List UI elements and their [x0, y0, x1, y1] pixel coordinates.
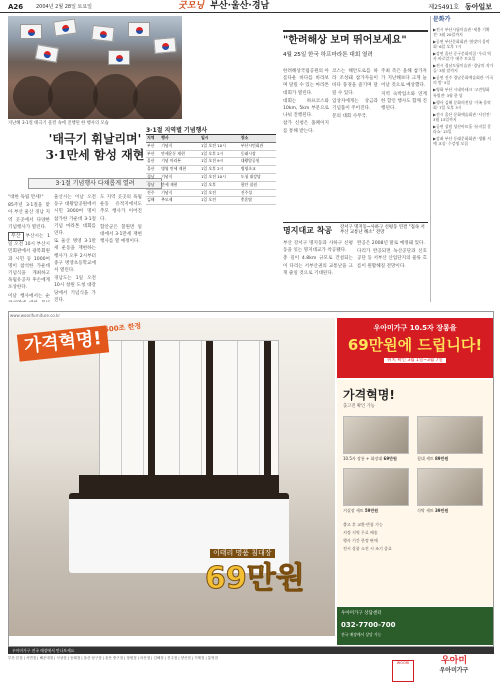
- table-row: [146, 197, 276, 205]
- article-column: [283, 240, 353, 302]
- promo-line-1: 우아미가구 10.5자 장롱을: [373, 324, 457, 332]
- paper-info: [428, 3, 492, 12]
- table-cell: 1일 오후 2시: [200, 150, 240, 158]
- sidebar-item: ▶전시 울산 문화예술회관 '사진전' 3월 15일까지: [433, 111, 491, 122]
- sidebar-item: ▶공연 창원 성산아트홀 '뮤지컬 갈라쇼' 13일: [433, 124, 491, 135]
- edition-number: 제25491호: [428, 4, 460, 11]
- paragraph: 지역 숙박업소와 연계한 할인 행사도 함께 진행된다.: [381, 91, 427, 112]
- table-title: 3·1절 지역별 기념행사: [146, 127, 208, 134]
- table-cell: 부산시민회관: [240, 142, 276, 150]
- table-cell: 1일 오후 2시: [200, 166, 240, 174]
- column-header: 행사: [160, 135, 200, 142]
- product-thumbnail: [343, 468, 409, 506]
- paragraph: 대회는 하프코스와 10km, 5km 부문으로 나눠 진행된다.: [283, 98, 329, 119]
- ad-promo-banner: [337, 318, 493, 378]
- article-column: [332, 68, 378, 218]
- table-cell: 경남: [146, 173, 160, 181]
- headline: 명지대교 착공: [283, 225, 333, 235]
- table-cell: 만세 재현: [160, 181, 200, 189]
- events-table: [146, 134, 276, 289]
- paragraph: 또 울산 병영 3·1만세 운동을 재현하는 행사가 오후 2시부터 중구 병영초등학교에서 열린다.: [54, 239, 96, 274]
- ad-url: www.woorifurniture.co.kr: [10, 313, 61, 318]
- table-cell: 기념 마라톤: [160, 158, 200, 166]
- table-cell: 울산: [146, 158, 160, 166]
- table-header-row: [146, 135, 276, 142]
- table-cell: 진주: [146, 189, 160, 197]
- photo-caption: 지난해 3·1절 태극기 물결 속에 진행된 한 행사의 모습: [8, 121, 109, 126]
- table-cell: 기념식: [160, 173, 200, 181]
- flag-icon: [153, 37, 176, 54]
- product-thumbnail: [417, 468, 483, 506]
- section-title: [178, 1, 269, 12]
- table-cell: 동래시장: [240, 150, 276, 158]
- table-cell: 대왕암공원: [240, 158, 276, 166]
- paragraph: 이날 행사에서는 순: [8, 293, 50, 299]
- sidebar-item: ▶강좌 부산 동래문화회관 '생활 서예 교실' 수강생 모집: [433, 136, 491, 147]
- logo-mark: 우아미: [440, 656, 468, 666]
- table-cell: 기념식: [160, 189, 200, 197]
- product-label: 거실장 세트 59만원: [343, 508, 379, 513]
- column-header: 장소: [240, 135, 276, 142]
- table-row: [146, 181, 276, 189]
- headline-line-1: '태극기 휘날리며': [48, 132, 142, 146]
- table-row: [146, 158, 276, 166]
- paragraph: 울산시는 이날 오전 동구 대왕암공원에서 시민 3000여 명이 참가한 가운데 3·1절 기념 마라톤 대회를 연다.: [54, 195, 96, 237]
- product-label: 침대 세트 89만원: [417, 456, 449, 461]
- ad-note: 출고 후 교환·반품 가능: [343, 522, 383, 527]
- culture-sidebar: [430, 16, 494, 302]
- paragraph: 총 길이 4.8km 규모로 건설되는 이 다리는 서부산권의 교통난을 크게 줄일 것으로 기대된다.: [283, 256, 353, 276]
- sidebar-item: ▶공연 부산문화회관 '봄맞이 음악회' 6일 오후 7시: [433, 38, 490, 49]
- ad-footer-strip: 우아미가구 전국 매장에서 만나보세요: [8, 647, 494, 654]
- table-cell: 1일 오전 10시: [200, 142, 240, 150]
- subheadline: 4월 25일 한국 하프마라톤 대회 열려: [283, 51, 373, 58]
- table-cell: 도청 대강당: [240, 173, 276, 181]
- ad-headline: 가격혁명!: [17, 325, 109, 361]
- table-cell: 추모제: [160, 197, 200, 205]
- table-cell: 울산: [146, 166, 160, 174]
- article-column: [283, 68, 329, 218]
- product-label: 10.5자 장롱 + 화장대 69만원: [343, 456, 397, 461]
- paragraph: 부산 강서구 명지동과 사하구 신평동을 잇는 명지대교가 착공됐다.: [283, 241, 353, 254]
- paragraph: 85주년 3·1절을 맞아 부산 울산 경남 지역 곳곳에서 다양한 기념행사가 열린다.: [8, 203, 50, 230]
- article-column: [100, 194, 142, 302]
- flag-icon: [53, 19, 77, 37]
- promo-line-3: 위치 확인 3월 1일~3월 7일: [384, 358, 446, 364]
- table-cell: 1일 오전 10시: [200, 173, 240, 181]
- product-thumbnail: [417, 416, 483, 454]
- ad-note: 행사 기간 한정 판매: [343, 538, 378, 543]
- table-cell: 병영초교: [240, 166, 276, 174]
- contact-phone[interactable]: 032-7700-700: [341, 621, 396, 629]
- table-cell: 경남: [146, 181, 160, 189]
- table-cell: 기념식: [160, 142, 200, 150]
- article-column: [357, 240, 427, 302]
- table-row: [146, 189, 276, 197]
- paragraph: 입상자에게는 상금과 기념품이 주어진다.: [332, 98, 378, 112]
- table-cell: 함안 칠원: [240, 181, 276, 189]
- sidebar-item: ▶영화 부산 시네마테크 '고전영화 특별전' 3월 한 달: [433, 87, 490, 98]
- table-cell: 충혼탑: [240, 197, 276, 205]
- divider: [283, 30, 428, 32]
- column-header: 지역: [146, 135, 160, 142]
- article-column: [54, 194, 96, 302]
- paragraph: 다리가 완공되면 녹산공단과 신호공단 등 서부산 산업단지의 물류 흐름이 원활해질 전망이다.: [357, 249, 427, 269]
- subheadline: 강서구 명지동~사하구 신평동 연결 "접속 서부산 교통난 해소" 전망: [340, 225, 425, 235]
- table-cell: 부산: [146, 150, 160, 158]
- article-headline: [283, 35, 428, 58]
- page-number: A26: [8, 3, 24, 11]
- table-cell: 1일 오후: [200, 181, 240, 189]
- contact-label: 우아미가구 상담센터: [341, 611, 382, 616]
- sidebar-item: ▶전시 경남도립미술관 '경남의 작가들' 3월 말까지: [433, 63, 494, 74]
- flag-icon: [91, 25, 114, 42]
- paragraph: 도 지역 곳곳의 독립운동 유적지에서도 추모 행사가 이어진다.: [100, 195, 142, 222]
- paragraph: 부산 부산시는 1일 오전 10시 부산시민회관에서 광복회원과 시민 등 1000여 명이 참석한 가운데 기념식을 개최하고 독립유공자 후손에게 포상한다.: [8, 233, 50, 291]
- brand-emblem: WOORI: [392, 660, 414, 682]
- flag-icon: [35, 44, 59, 63]
- table-cell: 1일 오전: [200, 197, 240, 205]
- sidebar-item: ▶공연 진주 경남문화예술회관 '가곡의 밤' 5일: [433, 75, 494, 86]
- table-row: [146, 150, 276, 158]
- article-header: [283, 222, 428, 236]
- sale-title: 가격혁명!: [343, 388, 395, 402]
- flag-icon: [20, 24, 42, 39]
- table-cell: 병영 만세 재현: [160, 166, 200, 174]
- contact-note: 전국 매장에서 상담 가능: [341, 632, 382, 637]
- promo-line-2: 69만원에 드립니다!: [347, 335, 483, 354]
- ad-note: 지정 지역 무료 배송: [343, 530, 378, 535]
- ad-note: 전시 상품 소진 시 조기 종료: [343, 546, 392, 551]
- headline: "한려해상 보며 뛰어보세요": [283, 35, 407, 46]
- table-cell: 만세운동 재현: [160, 150, 200, 158]
- store-list: 부산 본점 | 서면점 | 해운대점 | 사상점 | 동래점 | 울산 남구점 | 울산 중구점 | 창원점 | 마산점 | 김해점 | 진주점 | 양산점 | 거제점 | 통영점: [8, 656, 218, 660]
- paragraph: "대한 독립 만세!": [8, 195, 44, 200]
- ad-price: 69만원: [205, 561, 305, 596]
- paragraph: 참가 신청은 홈페이지를 통해 받는다.: [283, 121, 329, 134]
- flag-icon: [108, 50, 130, 65]
- table-cell: 진주성: [240, 189, 276, 197]
- flag-icon: [128, 22, 150, 37]
- product-label: 식탁 세트 39만원: [417, 508, 449, 513]
- masthead: [0, 0, 500, 13]
- section-brand: 굿모닝: [178, 1, 205, 11]
- article-subheadline: 3·1절 기념행사 다채롭게 열려: [28, 178, 162, 189]
- paragraph: 한려해상국립공원의 아름다운 바다를 바라보며 달릴 수 있는 마라톤 대회가 열린다.: [283, 69, 329, 96]
- section-region: 부산·울산·경남: [210, 1, 270, 11]
- article-column: [381, 68, 427, 218]
- table-cell: 1일 오전 9시: [200, 158, 240, 166]
- article-column: [8, 194, 50, 302]
- product-thumbnail: [343, 416, 409, 454]
- table-cell: 부산: [146, 142, 160, 150]
- sidebar-item: ▶행사 김해 문화의전당 '가족 음악회' 7일 오후 3시: [433, 99, 491, 110]
- table-row: [146, 173, 276, 181]
- ad-contact[interactable]: [337, 607, 493, 645]
- paragraph: 완공은 2008년 말로 예정돼 있다.: [357, 241, 425, 246]
- table-row: [146, 166, 276, 174]
- paragraph: 주최 측은 올해 참가자가 지난해보다 크게 늘어날 것으로 예상했다.: [381, 69, 427, 89]
- column-header: 일시: [200, 135, 240, 142]
- news-photo: [8, 16, 182, 119]
- paragraph: 함안군은 칠원면 일대에서 3·1만세 재현 행사를 열 예정이다.: [100, 224, 142, 245]
- table-cell: 김해: [146, 197, 160, 205]
- sidebar-item: ▶전시 부산시립미술관 '새봄 기획전' 3월 20일까지: [433, 26, 490, 37]
- paragraph: 경남도는 1일 오전 10시 창원 도청 대강당에서 기념식을 가진다.: [54, 276, 96, 302]
- paragraph: 문의 대회 사무국.: [332, 114, 368, 120]
- region-tag: 부산: [8, 232, 24, 241]
- logo-text: 우아미가구: [439, 667, 469, 675]
- paragraph: 코스는 해안도로를 따라 조성돼 참가자들이 바다 풍경을 즐기며 달릴 수 있다.: [332, 69, 378, 96]
- issue-date: 2004년 2월 28일 토요일: [36, 4, 93, 10]
- ad-product-name: 이태리 명품 침대장: [210, 549, 275, 558]
- sidebar-title: 문화가: [433, 16, 451, 23]
- ad-headline-badge: 500조 한정: [103, 322, 142, 334]
- table-row: [146, 142, 276, 150]
- ad-product-list: [337, 380, 493, 606]
- paper-name: 동아일보: [464, 2, 492, 11]
- sidebar-item: ▶강연 울산 중구문화의집 '우리 역사 바로알기' 매주 토요일: [433, 50, 491, 61]
- table-cell: 1일 오전: [200, 189, 240, 197]
- brand-logo: [416, 656, 492, 686]
- sale-subtitle: 출고전 확인 가능: [343, 404, 375, 409]
- headline-line-2: 3·1만세 함성 재현: [45, 147, 145, 162]
